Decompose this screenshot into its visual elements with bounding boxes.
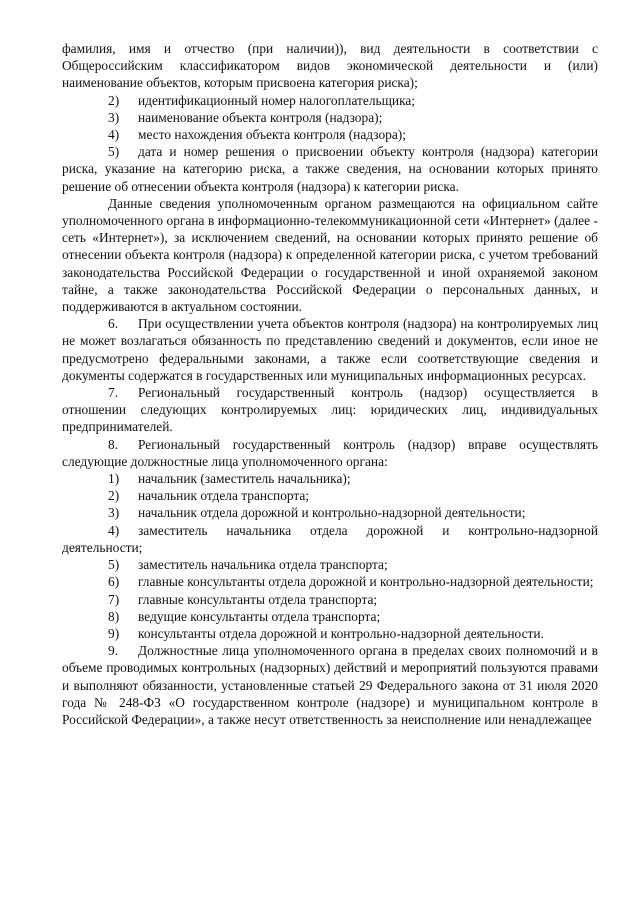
list-text: заместитель начальника отдела дорожной и контрольно-надзорной деятельности;: [62, 522, 598, 555]
clause-text: Региональный государственный контроль (надзор) осуществляется в отношении следующих контролируемых лиц: юридических лиц, индивидуальных предпринимателей.: [62, 385, 598, 435]
clause-7: [62, 384, 598, 436]
list-item-risk-decision: [62, 143, 598, 195]
list-number: 3): [108, 505, 120, 521]
list-number: 9): [108, 625, 120, 641]
document-page: [62, 40, 598, 728]
list-text: заместитель начальника отдела транспорта;: [138, 557, 388, 573]
list-text: наименование объекта контроля (надзора);: [138, 109, 383, 125]
list-number: 2): [108, 488, 120, 504]
list-number: 4): [108, 127, 120, 143]
list-item-object-location: [62, 126, 598, 143]
list-text: главные консультанты отдела дорожной и контрольно-надзорной деятельности;: [138, 574, 594, 590]
clause-number: 7.: [108, 385, 119, 401]
paragraph-publication: Данные сведения уполномоченным органом размещаются на официальном сайте уполномоченного органа в информационно-телекоммуникационной сети «Интернет» (далее - сеть «Интернет»), за исключением сведений, на основании которых принято решение об отнесении объекта контроля (надзора) к определенной категории риска, с учетом требований законодательства Российской Федерации о государственной и иной охраняемой законом тайне, а также законодательства Российской Федерации о персональных данных, и поддерживаются в актуальном состоянии.: [62, 195, 598, 315]
list-text: начальник (заместитель начальника);: [138, 471, 351, 487]
list-number: 3): [108, 109, 120, 125]
official-item-4: [62, 522, 598, 556]
list-text: место нахождения объекта контроля (надзора);: [138, 127, 406, 143]
list-number: 5): [108, 557, 120, 573]
list-number: 4): [108, 522, 120, 538]
list-text: консультанты отдела дорожной и контрольно-надзорной деятельности.: [138, 625, 544, 641]
clause-number: 6.: [108, 316, 119, 332]
list-number: 2): [108, 92, 120, 108]
list-number: 8): [108, 608, 120, 624]
official-item-7: [62, 591, 598, 608]
list-text: ведущие консультанты отдела транспорта;: [138, 608, 381, 624]
official-item-3: [62, 504, 598, 521]
list-text: начальник отдела транспорта;: [138, 488, 310, 504]
official-item-2: [62, 487, 598, 504]
official-item-6: [62, 573, 598, 590]
list-item-object-name: [62, 109, 598, 126]
list-text: дата и номер решения о присвоении объекту контроля (надзора) категории риска, указание на категорию риска, а также сведения, на основании которых принято решение об отнесении объекта контроля (надзора) к категории риска.: [62, 144, 598, 194]
list-text: идентификационный номер налогоплательщика;: [138, 92, 416, 108]
list-text: главные консультанты отдела транспорта;: [138, 591, 378, 607]
list-text: начальник отдела дорожной и контрольно-надзорной деятельности;: [138, 505, 526, 521]
clause-9: [62, 642, 598, 728]
list-number: 7): [108, 591, 120, 607]
clause-number: 9.: [108, 643, 119, 659]
official-item-5: [62, 556, 598, 573]
official-item-9: [62, 625, 598, 642]
list-number: 1): [108, 471, 120, 487]
list-number: 5): [108, 144, 120, 160]
paragraph-continuation: фамилия, имя и отчество (при наличии)), вид деятельности в соответствии с Общероссийским классификатором видов экономической деятельности и (или) наименование объектов, которым присвоена категория риска);: [62, 41, 598, 91]
list-number: 6): [108, 574, 120, 590]
clause-6: [62, 315, 598, 384]
list-item-inn: [62, 92, 598, 109]
official-item-8: [62, 608, 598, 625]
official-item-1: [62, 470, 598, 487]
clause-text: При осуществлении учета объектов контроля (надзора) на контролируемых лиц не может возлагаться обязанность по представлению сведений и документов, если иное не предусмотрено федеральными законами, а также если соответствующие сведения и документы содержатся в государственных или муниципальных информационных ресурсах.: [62, 316, 598, 383]
clause-text: Должностные лица уполномоченного органа в пределах своих полномочий и в объеме проводимых контрольных (надзорных) действий и мероприятий пользуются правами и выполняют обязанности, установленные статьей 29 Федерального закона от 31 июля 2020 года № 248-ФЗ «О государственном контроле (надзоре) и муниципальном контроле в Российской Федерации», а также несут ответственность за неисполнение или ненадлежащее: [62, 643, 598, 727]
clause-text: Региональный государственный контроль (надзор) вправе осуществлять следующие должностные лица уполномоченного органа:: [62, 436, 598, 469]
clause-8: [62, 436, 598, 470]
clause-number: 8.: [108, 436, 119, 452]
